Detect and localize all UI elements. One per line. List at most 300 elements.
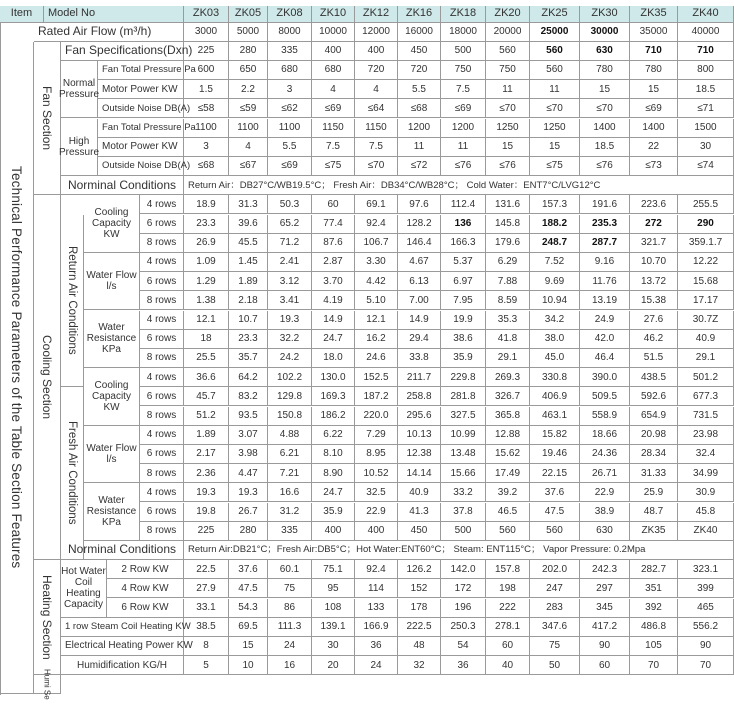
value-cell: 10.70 [630, 253, 678, 272]
value-cell: 278.1 [486, 618, 530, 637]
value-cell: 2.36 [184, 464, 229, 483]
value-cell: 560 [486, 42, 530, 61]
value-cell: 17.17 [678, 291, 734, 310]
rows-label: 4 rows [140, 253, 184, 272]
value-cell: 9.69 [530, 272, 580, 291]
value-cell: 400 [312, 522, 355, 541]
electric-label: Electrical Heating Power KW [61, 637, 184, 656]
value-cell: 1.09 [184, 253, 229, 272]
value-cell: 8000 [268, 23, 312, 42]
value-cell: ≤69 [441, 99, 486, 118]
model-header: ZK25 [530, 6, 580, 23]
value-cell: 10000 [312, 23, 355, 42]
humidification-label: Humidification KG/H [61, 656, 184, 675]
value-cell: 18.5 [580, 138, 630, 157]
value-cell: 29.1 [678, 349, 734, 368]
value-cell: 166.9 [355, 618, 398, 637]
value-cell: 25.5 [184, 349, 229, 368]
value-cell: 152.5 [355, 368, 398, 387]
model-header: ZK08 [268, 6, 312, 23]
value-cell: 4.67 [398, 253, 441, 272]
value-cell: 560 [530, 42, 580, 61]
return_air-resistance-label: Water Resistance KPa [84, 311, 140, 369]
value-cell: 26.9 [184, 234, 229, 253]
value-cell: 30 [312, 637, 355, 656]
value-cell: 60.1 [268, 560, 312, 579]
value-cell: 330.8 [530, 368, 580, 387]
value-cell: 1.38 [184, 291, 229, 310]
value-cell: 31.2 [268, 503, 312, 522]
model-header: ZK05 [229, 6, 268, 23]
value-cell: 650 [229, 61, 268, 80]
humidifier-section [34, 669, 61, 700]
value-cell: 509.5 [580, 387, 630, 406]
value-cell: 280 [229, 522, 268, 541]
value-cell: 34.99 [678, 464, 734, 483]
value-cell: 65.2 [268, 215, 312, 234]
value-cell: 1100 [229, 119, 268, 138]
value-cell: 2.41 [268, 253, 312, 272]
value-cell: 3 [184, 138, 229, 157]
value-cell: 25.9 [630, 483, 678, 502]
value-cell: 22.5 [184, 560, 229, 579]
value-cell: 145.8 [486, 215, 530, 234]
value-cell: 186.2 [312, 407, 355, 426]
rows-label: 8 rows [140, 522, 184, 541]
value-cell: ≤76 [441, 157, 486, 176]
value-cell: 196 [441, 599, 486, 618]
rows-label: 8 rows [140, 407, 184, 426]
value-cell: 7.21 [268, 464, 312, 483]
value-cell: 126.2 [398, 560, 441, 579]
value-cell: 45.5 [229, 234, 268, 253]
value-cell: 1150 [355, 119, 398, 138]
value-cell: 4.42 [355, 272, 398, 291]
value-cell: 152 [398, 579, 441, 598]
value-cell: 560 [530, 61, 580, 80]
value-cell: 11.76 [580, 272, 630, 291]
value-cell: ≤70 [355, 157, 398, 176]
value-cell: 19.46 [530, 445, 580, 464]
value-cell: 157.3 [530, 195, 580, 214]
hot-water-label: Hot Water Coil Heating Capacity [61, 560, 107, 618]
value-cell: 86 [268, 599, 312, 618]
value-cell: 1200 [398, 119, 441, 138]
model-header: ZK12 [355, 6, 398, 23]
value-cell: 22.9 [580, 483, 630, 502]
value-cell: ≤67 [229, 157, 268, 176]
model-header: ZK03 [184, 6, 229, 23]
value-cell: 15.66 [441, 464, 486, 483]
value-cell: 35000 [630, 23, 678, 42]
value-cell: 12.38 [398, 445, 441, 464]
value-cell: 16000 [398, 23, 441, 42]
return-air-section-label: Return Air Conditions [66, 246, 78, 355]
value-cell: 54 [441, 637, 486, 656]
value-cell: ≤70 [530, 99, 580, 118]
value-cell: 225 [184, 522, 229, 541]
value-cell: 630 [580, 42, 630, 61]
value-cell: 9.16 [580, 253, 630, 272]
value-cell: 18000 [441, 23, 486, 42]
value-cell: 750 [441, 61, 486, 80]
value-cell: 560 [486, 522, 530, 541]
value-cell: 15 [580, 80, 630, 99]
value-cell: 4.19 [312, 291, 355, 310]
rows-label: 6 rows [140, 503, 184, 522]
value-cell: 50.3 [268, 195, 312, 214]
value-cell: 46.2 [630, 330, 678, 349]
value-cell: 710 [678, 42, 734, 61]
value-cell: 8.10 [312, 445, 355, 464]
value-cell: 1.45 [229, 253, 268, 272]
value-cell: 592.6 [630, 387, 678, 406]
value-cell: ≤71 [678, 99, 734, 118]
value-cell: 11 [398, 138, 441, 157]
value-cell: 157.8 [486, 560, 530, 579]
value-cell: 36 [441, 656, 486, 675]
value-cell: 6.29 [486, 253, 530, 272]
value-cell: 269.3 [486, 368, 530, 387]
value-cell: 5000 [229, 23, 268, 42]
value-cell: 731.5 [678, 407, 734, 426]
value-cell: 1100 [268, 119, 312, 138]
value-cell: 69.1 [355, 195, 398, 214]
value-cell: 70 [630, 656, 678, 675]
row-kw-label: 4 Row KW [107, 579, 184, 598]
value-cell: 750 [486, 61, 530, 80]
value-cell: 1.29 [184, 272, 229, 291]
value-cell: 46.4 [580, 349, 630, 368]
value-cell: ≤75 [530, 157, 580, 176]
value-cell: 720 [398, 61, 441, 80]
value-cell: 47.5 [229, 579, 268, 598]
value-cell: 400 [312, 42, 355, 61]
value-cell: 34.2 [530, 311, 580, 330]
value-cell: 129.8 [268, 387, 312, 406]
value-cell: 438.5 [630, 368, 678, 387]
value-cell: 5.37 [441, 253, 486, 272]
value-cell: ≤59 [229, 99, 268, 118]
value-cell: ≤69 [630, 99, 678, 118]
heating-conditions-label: Norminal Conditions [61, 541, 184, 560]
humidifier-section-label: Humi Se [42, 669, 52, 700]
value-cell: 1100 [184, 119, 229, 138]
heating-conditions-text: Return Air:DB21°C；Fresh Air:DB5°C；Hot Water:ENT60°C； Steam: ENT115°C； Vapor Pressure: 0.2Mpa [184, 541, 734, 560]
value-cell: 13.48 [441, 445, 486, 464]
value-cell: 166.3 [441, 234, 486, 253]
heating-section-label: Heating Section [40, 574, 54, 660]
value-cell: 114 [355, 579, 398, 598]
value-cell: 24.7 [312, 330, 355, 349]
value-cell: 14.14 [398, 464, 441, 483]
value-cell: ≤62 [268, 99, 312, 118]
value-cell: 345 [580, 599, 630, 618]
value-cell: 33.1 [184, 599, 229, 618]
value-cell: 23.98 [678, 426, 734, 445]
value-cell: 70 [678, 656, 734, 675]
value-cell: 54.3 [229, 599, 268, 618]
value-cell: 450 [398, 522, 441, 541]
value-cell: ≤69 [312, 99, 355, 118]
value-cell: 48.7 [630, 503, 678, 522]
value-cell: 800 [678, 61, 734, 80]
value-cell: 630 [580, 522, 630, 541]
value-cell: 12.22 [678, 253, 734, 272]
value-cell: 37.6 [229, 560, 268, 579]
fan-power-label: Motor Power KW [98, 138, 184, 157]
value-cell: 102.2 [268, 368, 312, 387]
value-cell: 18.66 [580, 426, 630, 445]
value-cell: 30.9 [678, 483, 734, 502]
value-cell: 133 [355, 599, 398, 618]
fresh_air-resistance-label: Water Resistance KPa [84, 483, 140, 541]
value-cell: 2.87 [312, 253, 355, 272]
value-cell: 10.7 [229, 311, 268, 330]
fresh-air-section-label: Fresh Air Conditions [66, 421, 78, 525]
value-cell: 220.0 [355, 407, 398, 426]
value-cell: 29.1 [486, 349, 530, 368]
heating-section [34, 560, 61, 675]
value-cell: 202.0 [530, 560, 580, 579]
value-cell: 27.9 [184, 579, 229, 598]
main-section [0, 42, 34, 695]
rows-label: 4 rows [140, 311, 184, 330]
value-cell: 283 [530, 599, 580, 618]
value-cell: 12000 [355, 23, 398, 42]
value-cell: 680 [312, 61, 355, 80]
value-cell: 8.90 [312, 464, 355, 483]
value-cell: 258.8 [398, 387, 441, 406]
rows-label: 4 rows [140, 426, 184, 445]
value-cell: 11 [441, 138, 486, 157]
value-cell: 323.1 [678, 560, 734, 579]
value-cell: 179.6 [486, 234, 530, 253]
value-cell: 11 [486, 80, 530, 99]
value-cell: 3000 [184, 23, 229, 42]
value-cell: 32.5 [355, 483, 398, 502]
value-cell: 35.9 [441, 349, 486, 368]
rows-label: 6 rows [140, 387, 184, 406]
value-cell: 14.9 [398, 311, 441, 330]
value-cell: ≤76 [486, 157, 530, 176]
value-cell: 150.8 [268, 407, 312, 426]
value-cell: 247 [530, 579, 580, 598]
value-cell: 222 [486, 599, 530, 618]
value-cell: 1250 [530, 119, 580, 138]
value-cell: 12.88 [486, 426, 530, 445]
value-cell: 97.6 [398, 195, 441, 214]
value-cell: ZK35 [630, 522, 678, 541]
value-cell: 39.6 [229, 215, 268, 234]
value-cell: 35.9 [312, 503, 355, 522]
value-cell: 22.15 [530, 464, 580, 483]
value-cell: 6.13 [398, 272, 441, 291]
value-cell: 191.6 [580, 195, 630, 214]
value-cell: 558.9 [580, 407, 630, 426]
value-cell: 465 [678, 599, 734, 618]
value-cell: ≤70 [580, 99, 630, 118]
value-cell: 18.0 [312, 349, 355, 368]
value-cell: 720 [355, 61, 398, 80]
value-cell: 19.3 [268, 311, 312, 330]
value-cell: 64.2 [229, 368, 268, 387]
value-cell: 3.12 [268, 272, 312, 291]
cooling-section [34, 195, 61, 560]
value-cell: 45.7 [184, 387, 229, 406]
value-cell: 463.1 [530, 407, 580, 426]
value-cell: 37.8 [441, 503, 486, 522]
value-cell: 29.4 [398, 330, 441, 349]
value-cell: 10.13 [398, 426, 441, 445]
value-cell: 2.17 [184, 445, 229, 464]
value-cell: 1250 [486, 119, 530, 138]
value-cell: 450 [398, 42, 441, 61]
value-cell: 139.1 [312, 618, 355, 637]
value-cell: 5 [184, 656, 229, 675]
value-cell: 5.5 [268, 138, 312, 157]
steam-label: 1 row Steam Coil Heating KW [61, 618, 184, 637]
value-cell: 6.97 [441, 272, 486, 291]
value-cell: 282.7 [630, 560, 678, 579]
value-cell: 108 [312, 599, 355, 618]
value-cell: 223.6 [630, 195, 678, 214]
value-cell: 30000 [580, 23, 630, 42]
value-cell: 112.4 [441, 195, 486, 214]
value-cell: 242.3 [580, 560, 630, 579]
value-cell: 680 [268, 61, 312, 80]
value-cell: 400 [355, 522, 398, 541]
fan-noise-label: Outside Noise DB(A) [98, 99, 184, 118]
value-cell: ≤58 [184, 99, 229, 118]
value-cell: 105 [630, 637, 678, 656]
value-cell: 30.7Z [678, 311, 734, 330]
value-cell: 780 [580, 61, 630, 80]
value-cell: 600 [184, 61, 229, 80]
value-cell: 11 [530, 80, 580, 99]
value-cell: 24 [355, 656, 398, 675]
value-cell: 335 [268, 42, 312, 61]
fan-power-label: Motor Power KW [98, 80, 184, 99]
value-cell: 326.7 [486, 387, 530, 406]
value-cell: 92.4 [355, 560, 398, 579]
value-cell: 131.6 [486, 195, 530, 214]
value-cell: 10.52 [355, 464, 398, 483]
value-cell: 4.88 [268, 426, 312, 445]
value-cell: ≤70 [486, 99, 530, 118]
value-cell: 250.3 [441, 618, 486, 637]
value-cell: 24.2 [268, 349, 312, 368]
value-cell: 13.19 [580, 291, 630, 310]
value-cell: 8.59 [486, 291, 530, 310]
value-cell: 1400 [580, 119, 630, 138]
value-cell: 23.3 [229, 330, 268, 349]
value-cell: ≤72 [398, 157, 441, 176]
value-cell: 1150 [312, 119, 355, 138]
value-cell: ≤68 [398, 99, 441, 118]
value-cell: 321.7 [630, 234, 678, 253]
value-cell: 16.6 [268, 483, 312, 502]
value-cell: 290 [678, 215, 734, 234]
value-cell: 19.8 [184, 503, 229, 522]
value-cell: 71.2 [268, 234, 312, 253]
value-cell: 33.8 [398, 349, 441, 368]
value-cell: 222.5 [398, 618, 441, 637]
value-cell: 24.36 [580, 445, 630, 464]
value-cell: ≤73 [630, 157, 678, 176]
return_air-capacity-label: Cooling Capacity KW [84, 195, 140, 253]
value-cell: 26.71 [580, 464, 630, 483]
value-cell: 287.7 [580, 234, 630, 253]
value-cell: 365.8 [486, 407, 530, 426]
value-cell: 128.2 [398, 215, 441, 234]
value-cell: ≤76 [580, 157, 630, 176]
rows-label: 6 rows [140, 272, 184, 291]
cooling-conditions-label: Norminal Conditions [61, 176, 184, 195]
value-cell: 710 [630, 42, 678, 61]
value-cell: 6.21 [268, 445, 312, 464]
value-cell: 211.7 [398, 368, 441, 387]
value-cell: 417.2 [580, 618, 630, 637]
value-cell: 390.0 [580, 368, 630, 387]
value-cell: 15.68 [678, 272, 734, 291]
value-cell: 280 [229, 42, 268, 61]
value-cell: 7.88 [486, 272, 530, 291]
fan-total-label: Fan Total Pressure Pa [98, 61, 184, 80]
value-cell: 188.2 [530, 215, 580, 234]
value-cell: 172 [441, 579, 486, 598]
value-cell: 12.1 [184, 311, 229, 330]
value-cell: 15 [630, 80, 678, 99]
rows-label: 4 rows [140, 483, 184, 502]
value-cell: 327.5 [441, 407, 486, 426]
value-cell: 40.9 [398, 483, 441, 502]
value-cell: 15 [530, 138, 580, 157]
value-cell: 3 [268, 80, 312, 99]
value-cell: 45.8 [678, 503, 734, 522]
main-section-label: Technical Performance Parameters of the Table Section Features [9, 166, 24, 569]
value-cell: 32 [398, 656, 441, 675]
value-cell: 7.5 [441, 80, 486, 99]
cooling-conditions-text: Return Air：DB27°C/WB19.5°C； Fresh Air：DB34°C/WB28°C； Cold Water：ENT7°C/LVG12°C [184, 176, 734, 195]
value-cell: 42.0 [580, 330, 630, 349]
value-cell: 780 [630, 61, 678, 80]
value-cell: 1200 [441, 119, 486, 138]
value-cell: 15 [229, 637, 268, 656]
value-cell: ≤69 [268, 157, 312, 176]
value-cell: 2.18 [229, 291, 268, 310]
value-cell: 18.5 [678, 80, 734, 99]
model-header: ZK18 [441, 6, 486, 23]
return-air-section [61, 215, 84, 388]
value-cell: 400 [355, 42, 398, 61]
value-cell: 26.7 [229, 503, 268, 522]
rows-label: 4 rows [140, 368, 184, 387]
value-cell: 83.2 [229, 387, 268, 406]
value-cell: 20 [312, 656, 355, 675]
value-cell: 486.8 [630, 618, 678, 637]
value-cell: 18.9 [184, 195, 229, 214]
value-cell: 5.5 [398, 80, 441, 99]
value-cell: 37.6 [530, 483, 580, 502]
value-cell: 1.89 [184, 426, 229, 445]
value-cell: 500 [441, 42, 486, 61]
value-cell: 31.3 [229, 195, 268, 214]
value-cell: 25000 [530, 23, 580, 42]
value-cell: 255.5 [678, 195, 734, 214]
value-cell: 1.89 [229, 272, 268, 291]
value-cell: 130.0 [312, 368, 355, 387]
